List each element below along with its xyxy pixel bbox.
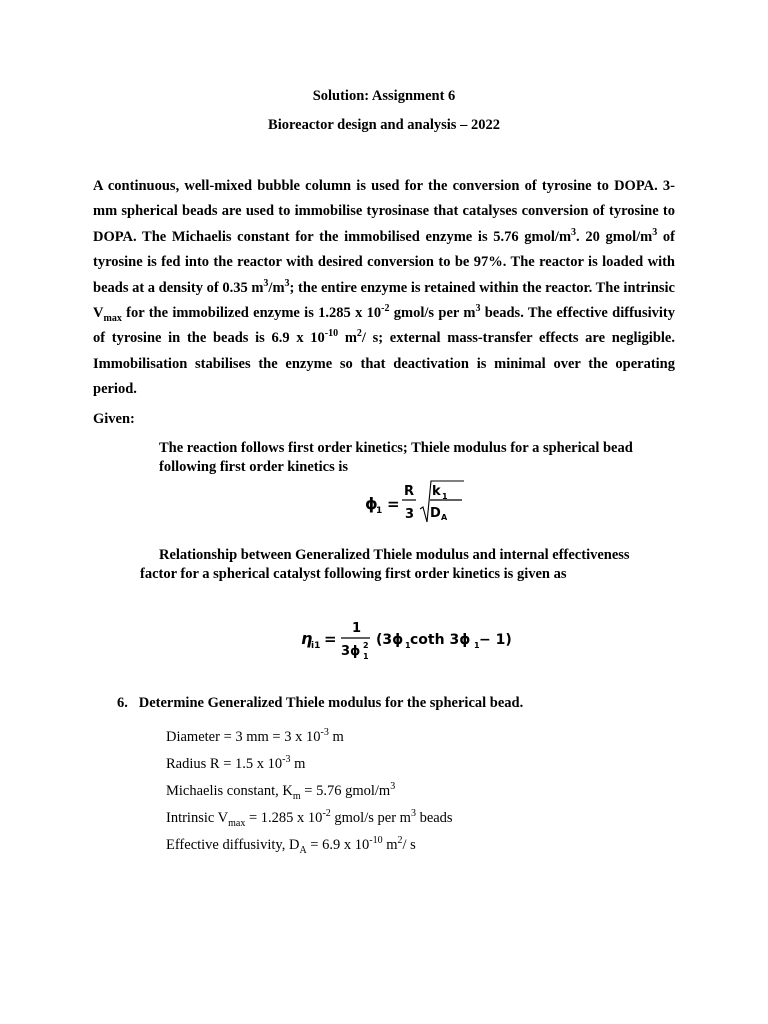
problem-text: gmol/s per m xyxy=(389,305,476,322)
problem-text: . 20 gmol/m xyxy=(576,228,653,245)
given-statement-1-line-2: following first order kinetics is xyxy=(159,459,349,475)
data-text: m xyxy=(382,837,398,853)
rhs-middle: coth 3ϕ xyxy=(410,632,471,648)
problem-text: A continuous, well-mixed bubble column is used for the conversion of tyrosine to DOPA. 3-mm spherical beads are used to immobilise tyrosinase that catalyses conversion of tyrosine to DOPA. The Michaelis constant for the immobilised enzyme is 5.76 gmol/m xyxy=(93,178,675,245)
equals-sign: = xyxy=(387,495,400,513)
rhs-subscript-1: 1 xyxy=(405,641,411,650)
superscript: 3 xyxy=(571,226,577,238)
question-text: Determine Generalized Thiele modulus for the spherical bead. xyxy=(138,695,524,711)
phi-subscript: 1 xyxy=(376,506,383,516)
given-statement-1-line-1: The reaction follows first order kinetics; Thiele modulus for a spherical bead xyxy=(159,440,633,456)
data-text: Michaelis constant, K xyxy=(166,783,293,799)
denominator-superscript: 2 xyxy=(363,641,369,650)
data-radius xyxy=(166,756,305,773)
subscript: max xyxy=(103,312,122,324)
thiele-modulus-equation xyxy=(360,478,480,526)
superscript: -3 xyxy=(320,727,329,739)
subscript: A xyxy=(299,844,307,856)
data-text: m xyxy=(328,729,344,745)
effectiveness-factor-equation xyxy=(298,614,528,666)
document-title: Solution: Assignment 6 xyxy=(312,88,456,104)
superscript: 3 xyxy=(652,226,658,238)
data-text: Intrinsic V xyxy=(166,810,229,826)
data-text: m xyxy=(290,756,306,772)
given-label: Given: xyxy=(93,411,135,427)
fraction-denominator: 3 xyxy=(405,507,415,522)
data-text: = 6.9 x 10 xyxy=(306,837,370,853)
eta-symbol: η xyxy=(301,629,313,648)
superscript: -10 xyxy=(369,835,383,847)
data-text: Effective diffusivity, D xyxy=(166,837,300,853)
question-number: 6. xyxy=(117,695,128,711)
eta-subscript: i1 xyxy=(311,641,321,651)
root-numerator: k xyxy=(432,484,441,499)
denominator-subscript: 1 xyxy=(363,652,369,661)
problem-statement xyxy=(93,174,675,403)
data-diameter xyxy=(166,729,344,746)
data-effective-diffusivity xyxy=(166,837,416,854)
data-intrinsic-vmax xyxy=(166,810,453,827)
problem-text: for the immobilized enzyme is 1.285 x 10 xyxy=(121,305,382,322)
data-text: Radius R = 1.5 x 10 xyxy=(166,756,283,772)
problem-text: / s; external mass-transfer effects are negligible. Immobilisation stabilises the enzyme so that deactivation is minimal over the operating period. xyxy=(93,330,675,398)
rhs-close: − 1) xyxy=(479,632,512,648)
fraction-denominator: 3ϕ xyxy=(341,644,361,659)
subscript: max xyxy=(228,817,246,829)
superscript: 3 xyxy=(284,277,290,289)
rhs-subscript-2: 1 xyxy=(474,641,480,650)
question-6 xyxy=(117,695,523,712)
given-statement-2-line-1: Relationship between Generalized Thiele modulus and internal effectiveness xyxy=(159,547,630,563)
data-text: = 1.285 x 10 xyxy=(245,810,323,826)
phi-symbol: ϕ xyxy=(365,494,378,513)
problem-text: m xyxy=(338,330,357,347)
data-text: Diameter = 3 mm = 3 x 10 xyxy=(166,729,321,745)
given-statement-2-line-2: factor for a spherical catalyst following first order kinetics is given as xyxy=(140,566,567,582)
superscript: 3 xyxy=(263,277,269,289)
superscript: -2 xyxy=(322,808,331,820)
root-denominator-subscript: A xyxy=(441,513,448,522)
root-denominator: D xyxy=(430,506,441,521)
problem-text: beads. The effective diffusivity of tyrosine in the beads is 6.9 x 10 xyxy=(93,305,676,347)
given-statement-2 xyxy=(140,546,680,584)
data-text: gmol/s per m xyxy=(330,810,411,826)
superscript: 3 xyxy=(475,303,481,315)
subscript: m xyxy=(292,790,301,802)
rhs-open: (3ϕ xyxy=(376,632,404,648)
data-text: / s xyxy=(402,837,416,853)
superscript: -2 xyxy=(381,303,390,315)
root-numerator-subscript: 1 xyxy=(442,492,448,501)
superscript: 3 xyxy=(390,781,396,793)
data-michaelis-constant xyxy=(166,783,395,800)
superscript: -3 xyxy=(282,754,291,766)
given-statement-1 xyxy=(159,439,679,477)
superscript: 2 xyxy=(397,835,403,847)
problem-text: of tyrosine is fed into the reactor with desired conversion to be 97%. The reactor is loaded with beads at a density of 0.35 m xyxy=(93,228,675,296)
problem-text: ; the entire enzyme is retained within the reactor. The intrinsic V xyxy=(93,279,675,322)
data-text: = 5.76 gmol/m xyxy=(300,783,391,799)
document-subtitle: Bioreactor design and analysis – 2022 xyxy=(268,117,500,133)
fraction-numerator: 1 xyxy=(352,621,362,636)
superscript: -10 xyxy=(324,328,339,340)
superscript: 3 xyxy=(410,808,416,820)
equals-sign: = xyxy=(324,630,337,648)
data-text: beads xyxy=(415,810,453,826)
fraction-numerator: R xyxy=(404,484,415,499)
problem-text: /m xyxy=(268,279,285,296)
superscript: 2 xyxy=(356,328,362,340)
